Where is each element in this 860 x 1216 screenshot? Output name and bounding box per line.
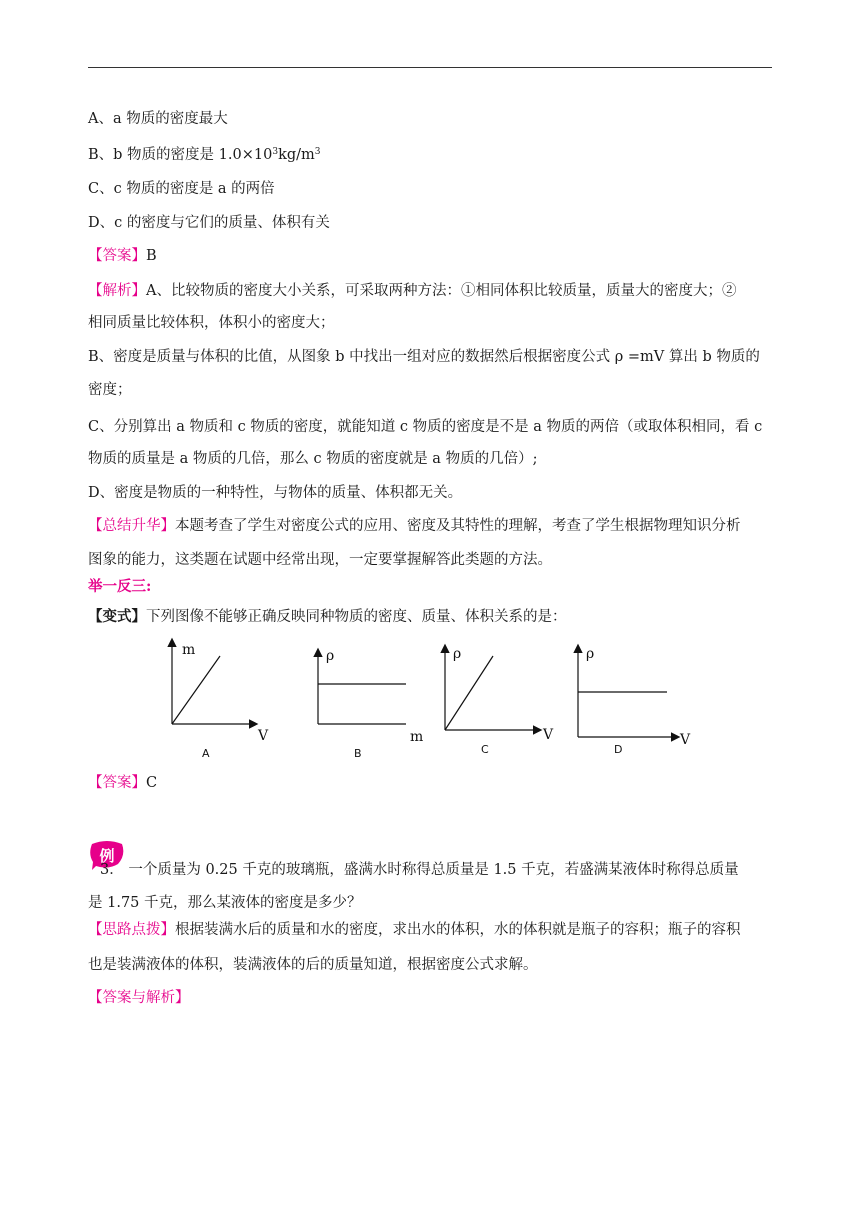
analysis-line-3: B、密度是质量与体积的比值，从图象 b 中找出一组对应的数据然后根据密度公式 ρ =mV 算出 b 物质的 [88,349,760,365]
graph-c-x-label: V [543,727,554,743]
analysis-line-6: 物质的质量是 a 物质的几倍，那么 c 物质的密度就是 a 物质的几倍）; [88,451,538,467]
graph-d-caption: D [614,743,623,756]
answer-1: 【答案】B [88,248,157,264]
density-graphs-figure [150,636,710,764]
option-b: B、b 物质的密度是 $1.0\times 10^3kg/m^3$ [88,147,321,163]
header-rule [88,67,772,68]
summary-line-1: 【总结升华】本题考查了学生对密度公式的应用、密度及其特性的理解，考查了学生根据物理知识分析 [88,518,741,534]
answer-tag: 【答案】 [88,248,146,264]
graph-a-y-label: m [182,642,196,658]
graph-c-line [445,656,493,730]
svg-text:例: 例 [99,847,115,865]
graph-b [318,648,423,760]
analysis-line-2: 相同质量比较体积，体积小的密度大； [88,315,335,331]
graph-d-y-label: ρ [586,646,595,662]
variation-question: 【变式】下列图像不能够正确反映同种物质的密度、质量、体积关系的是： [88,608,567,625]
option-a: A、a 物质的密度最大 [88,111,228,127]
hint-tag: 【思路点拨】 [88,922,175,938]
summary-line-2: 图象的能力，这类题在试题中经常出现，一定要掌握解答此类题的方法。 [88,552,552,568]
graph-b-x-label: m [410,729,424,745]
graph-c [445,646,554,756]
analysis-tag: 【解析】 [88,283,146,299]
example-3-line-2: 是 1.75 千克，那么某液体的密度是多少？ [88,895,362,911]
analysis-line-5: C、分别算出 a 物质和 c 物质的密度，就能知道 c 物质的密度是不是 a 物质的两倍（或取体积相同，看 c [88,419,763,435]
graph-b-caption: B [354,747,362,760]
option-d: D、c 的密度与它们的质量、体积有关 [88,215,330,231]
graph-a-line [172,656,220,724]
variation-label: 【变式】 [88,608,146,625]
analysis-line-4: 密度； [88,382,132,398]
analysis-line-1: 【解析】A、比较物质的密度大小关系，可采取两种方法：①相同体积比较质量，质量大的密度大；② [88,283,737,299]
graph-c-y-label: ρ [453,646,462,662]
hint-line-1: 【思路点拨】根据装满水后的质量和水的密度，求出水的体积，水的体积就是瓶子的容积；瓶子的容积 [88,922,741,938]
answer-analysis-heading: 【答案与解析】 [88,990,190,1006]
hint-line-2: 也是装满液体的体积，装满液体的后的质量知道，根据密度公式求解。 [88,957,538,973]
graph-a [172,640,269,760]
variation-heading: 举一反三: [88,578,152,595]
graph-c-caption: C [481,743,489,756]
example-3-line-1: 3． 一个质量为 0.25 千克的玻璃瓶，盛满水时称得总质量是 1.5 千克，若盛满某液体时称得总质量 [100,862,739,878]
summary-tag: 【总结升华】 [88,518,175,534]
option-c: C、c 物质的密度是 a 的两倍 [88,181,275,197]
graph-b-y-label: ρ [326,648,335,664]
graph-d-x-label: V [680,732,691,748]
analysis-line-7: D、密度是物质的一种特性，与物体的质量、体积都无关。 [88,485,463,501]
graph-a-x-label: V [258,728,269,744]
answer-2: 【答案】C [88,775,158,791]
graph-a-caption: A [202,747,210,760]
answer-tag: 【答案】 [88,775,146,791]
graph-d [578,646,691,756]
